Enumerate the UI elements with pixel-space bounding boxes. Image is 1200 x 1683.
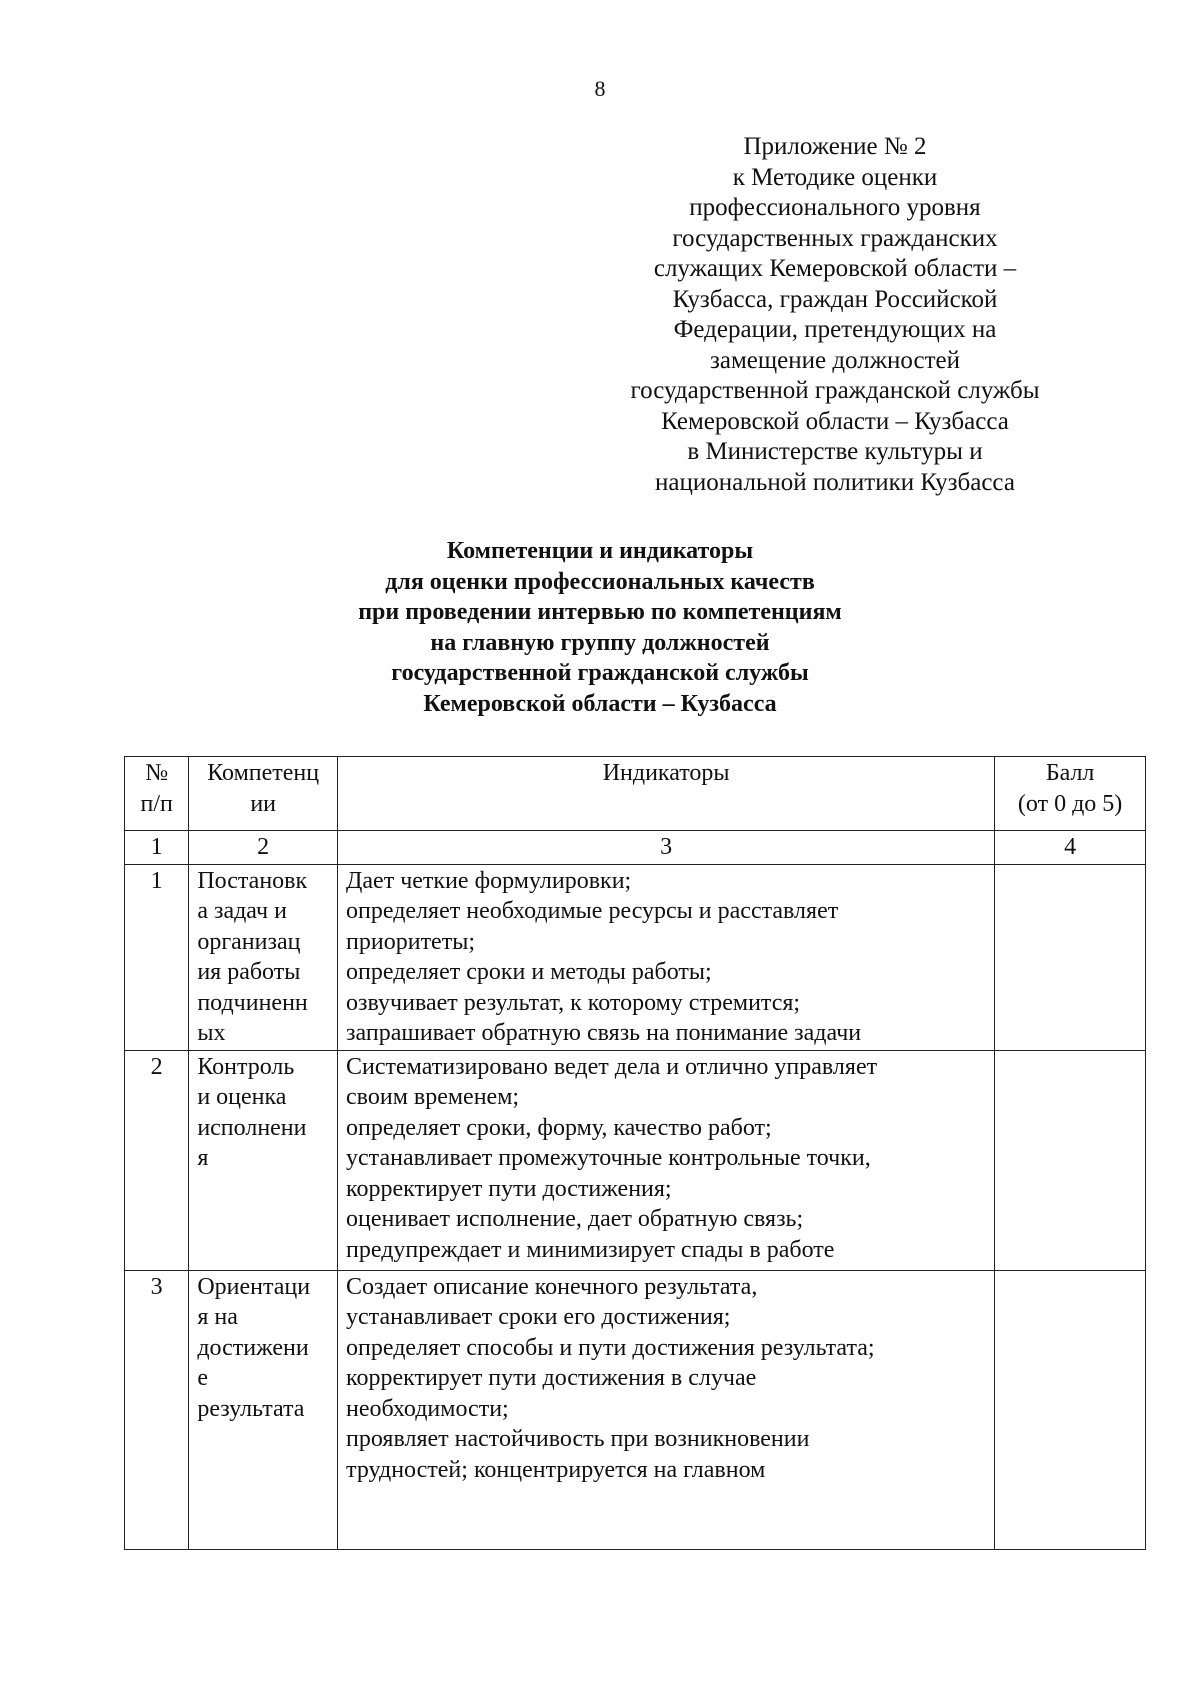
title-line: Компетенции и индикаторы [446, 538, 754, 564]
appendix-line: государственной гражданской службы [630, 377, 1040, 404]
competency-line: я на [197, 1304, 238, 1330]
indicators-cell [338, 864, 995, 1050]
indicator-line: Систематизировано ведет дела и отлично управляет [346, 1053, 878, 1080]
competency-line: ия работы [197, 959, 301, 985]
competency-line: исполнени [197, 1114, 307, 1141]
competency-cell [189, 864, 338, 1050]
table-row [125, 1050, 1146, 1270]
appendix-line: национальной политики Кузбасса [655, 468, 1015, 496]
indicators-cell [338, 1050, 995, 1270]
header-text: (от 0 до 5) [1017, 790, 1123, 817]
header-text: п/п [140, 790, 173, 817]
indicator-line: оценивает исполнение, дает обратную связь; [346, 1206, 804, 1232]
competency-line: Ориентаци [197, 1273, 311, 1300]
header-text: Балл [1045, 760, 1095, 786]
indicator-line: устанавливает промежуточные контрольные точки, [346, 1145, 871, 1171]
indicator-line: своим временем; [346, 1084, 520, 1110]
appendix-line: государственных гражданских [672, 224, 998, 252]
indicator-line: предупреждает и минимизирует спады в работе [346, 1236, 835, 1263]
title-line: Кемеровской области – Кузбасса [423, 690, 777, 717]
indicator-line: запрашивает обратную связь на понимание задачи [346, 1020, 862, 1046]
title-line: на главную группу должностей [430, 629, 770, 656]
score-cell[interactable] [995, 1270, 1146, 1549]
header-score [995, 757, 1146, 831]
title-line: для оценки профессиональных качеств [385, 568, 815, 595]
competency-line: организац [197, 928, 301, 955]
header-indicators [338, 757, 995, 831]
title-line: государственной гражданской службы [391, 660, 809, 686]
competency-line: я [197, 1145, 209, 1171]
column-number: 4 [995, 831, 1146, 865]
indicators-cell [338, 1270, 995, 1549]
table-row [125, 1270, 1146, 1549]
competency-line: подчиненн [197, 989, 308, 1016]
score-cell[interactable] [995, 1050, 1146, 1270]
appendix-line: Кузбасса, граждан Российской [672, 285, 998, 313]
indicator-line: проявляет настойчивость при возникновении [346, 1426, 810, 1452]
indicator-line: устанавливает сроки его достижения; [346, 1304, 731, 1330]
appendix-line: профессионального уровня [689, 194, 981, 221]
appendix-line: замещение должностей [710, 346, 960, 374]
score-cell[interactable] [995, 864, 1146, 1050]
appendix-line: Кемеровской области – Кузбасса [661, 407, 1009, 435]
header-text: ии [250, 790, 277, 817]
appendix-line: к Методике оценки [732, 163, 938, 191]
competency-line: е [197, 1365, 208, 1391]
indicator-line: озвучивает результат, к которому стремится; [346, 989, 801, 1016]
competency-cell [189, 1050, 338, 1270]
competency-line: ых [197, 1020, 226, 1046]
header-competency [189, 757, 338, 831]
row-num: 2 [125, 1050, 189, 1270]
row-num: 3 [125, 1270, 189, 1549]
indicator-line: определяет способы и пути достижения результата; [346, 1334, 875, 1361]
competency-line: достижени [197, 1334, 309, 1361]
appendix-heading [600, 132, 1070, 498]
competency-line: результата [197, 1395, 305, 1422]
table-row [125, 864, 1146, 1050]
column-number: 1 [125, 831, 189, 865]
document-title [200, 536, 1000, 719]
indicator-line: Создает описание конечного результата, [346, 1273, 758, 1300]
competency-line: Контроль [197, 1053, 295, 1080]
header-text: Компетенц [207, 760, 320, 786]
indicator-line: определяет сроки, форму, качество работ; [346, 1114, 772, 1141]
column-number: 2 [189, 831, 338, 865]
indicator-line: приоритеты; [346, 928, 475, 955]
row-num: 1 [125, 864, 189, 1050]
indicator-line: определяет сроки и методы работы; [346, 959, 712, 985]
title-line: при проведении интервью по компетенциям [358, 599, 842, 625]
competency-cell [189, 1270, 338, 1549]
indicator-line: корректирует пути достижения в случае [346, 1365, 757, 1391]
competency-table [124, 756, 1146, 1550]
appendix-line: в Министерстве культуры и [687, 438, 983, 465]
appendix-line: Федерации, претендующих на [673, 316, 997, 343]
page-number: 8 [594, 76, 606, 101]
column-number-row [125, 831, 1146, 865]
indicator-line: определяет необходимые ресурсы и расставляет [346, 898, 839, 924]
competency-line: а задач и [197, 898, 287, 924]
appendix-line: Приложение № 2 [743, 133, 927, 160]
competency-line: Постановк [197, 867, 308, 894]
indicator-line: Дает четкие формулировки; [346, 867, 632, 894]
appendix-line: служащих Кемеровской области – [653, 255, 1017, 282]
indicator-line: корректирует пути достижения; [346, 1175, 672, 1202]
column-number: 3 [338, 831, 995, 865]
header-text: № [145, 760, 169, 786]
table-header-row [125, 757, 1146, 831]
header-num [125, 757, 189, 831]
header-text: Индикаторы [602, 760, 730, 786]
competency-line: и оценка [197, 1084, 287, 1110]
indicator-line: необходимости; [346, 1395, 509, 1422]
indicator-line: трудностей; концентрируется на главном [346, 1456, 766, 1483]
